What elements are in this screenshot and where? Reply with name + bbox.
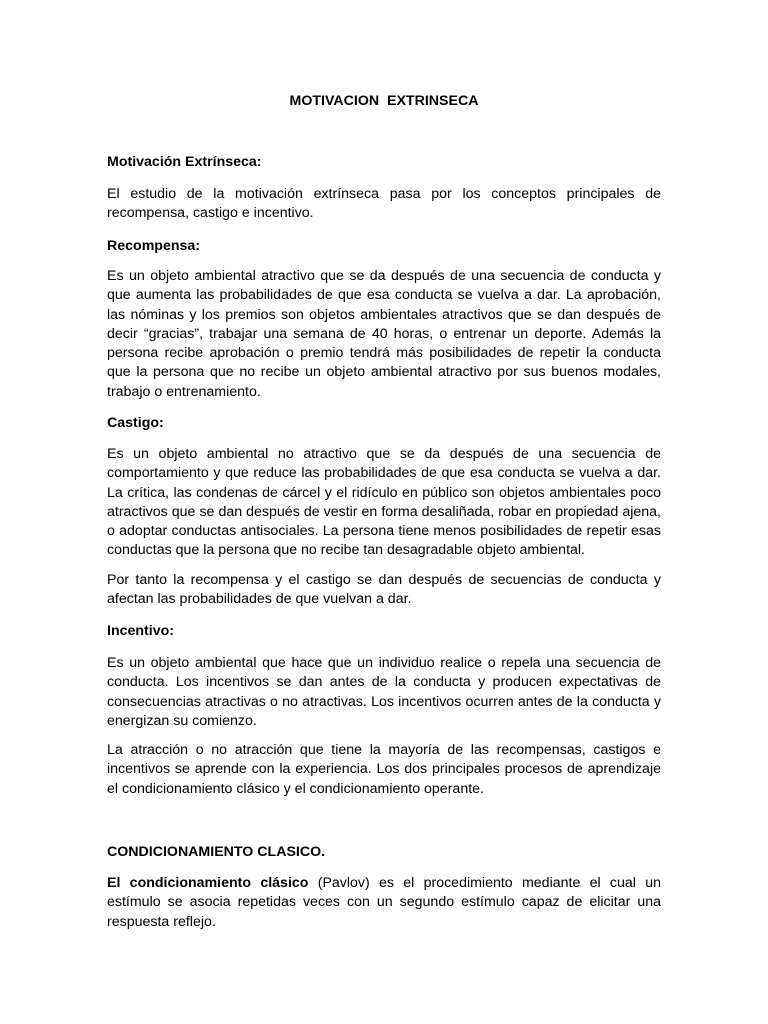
heading-condicionamiento-clasico: CONDICIONAMIENTO CLASICO.	[107, 844, 326, 860]
heading-castigo: Castigo:	[107, 415, 164, 431]
paragraph-incentivo: Es un objeto ambiental que hace que un individuo realice o repela una secuencia de conducta. Los incentivos se dan antes de la conducta y producen expectativas de consecuencias atractivas o no atractivas. Los incentivos ocurren antes de la conducta y energizan su comienzo.	[107, 655, 661, 729]
paragraph-castigo: Es un objeto ambiental no atractivo que se da después de una secuencia de comportamiento y que reduce las probabilidades de que esa conducta se vuelva a dar. La crítica, las condenas de cárcel y el ridículo en público son objetos ambientales poco atractivos que se dan después de vestir en forma desaliñada, robar en propiedad ajena, o adoptar conductas antisociales. La persona tiene menos posibilidades de repetir esas conductas que la persona que no recibe tan desagradable objeto ambiental.	[107, 446, 661, 559]
paragraph-recompensa: Es un objeto ambiental atractivo que se da después de una secuencia de conducta y que aumenta las probabilidades de que esa conducta se vuelva a dar. La aprobación, las nóminas y los premios son objetos ambientales atractivos que se dan después de decir “gracias”, trabajar una semana de 40 horas, o entrenar un deporte. Además la persona recibe aprobación o premio tendrá más posibilidades de repetir la conducta que la persona que no recibe un objeto ambiental atractivo por sus buenos modales, trabajo o entrenamiento.	[107, 268, 661, 400]
paragraph-incentivo-aprendizaje: La atracción o no atracción que tiene la mayoría de las recompensas, castigos e incentivos se aprende con la experiencia. Los dos principales procesos de aprendizaje el condicionamiento clásico y el condicionamiento operante.	[107, 742, 661, 797]
paragraph-condicionamiento-clasico	[107, 874, 661, 932]
heading-incentivo: Incentivo:	[107, 623, 175, 639]
term-condicionamiento-clasico: El condicionamiento clásico	[107, 875, 309, 891]
heading-recompensa: Recompensa:	[107, 238, 201, 254]
paragraph-condicionamiento-text: (Pavlov) es el procedimiento mediante el cual un estímulo se asocia repetidas veces con un segundo estímulo capaz de elicitar una respuesta reflejo.	[107, 875, 661, 930]
heading-motivacion-extrinseca: Motivación Extrínseca:	[107, 154, 262, 170]
paragraph-motivacion-intro: El estudio de la motivación extrínseca pasa por los conceptos principales de recompensa, castigo e incentivo.	[107, 186, 661, 222]
paragraph-castigo-conclusion: Por tanto la recompensa y el castigo se dan después de secuencias de conducta y afectan las probabilidades de que vuelvan a dar.	[107, 572, 661, 608]
document-title: MOTIVACION EXTRINSECA	[289, 93, 479, 109]
